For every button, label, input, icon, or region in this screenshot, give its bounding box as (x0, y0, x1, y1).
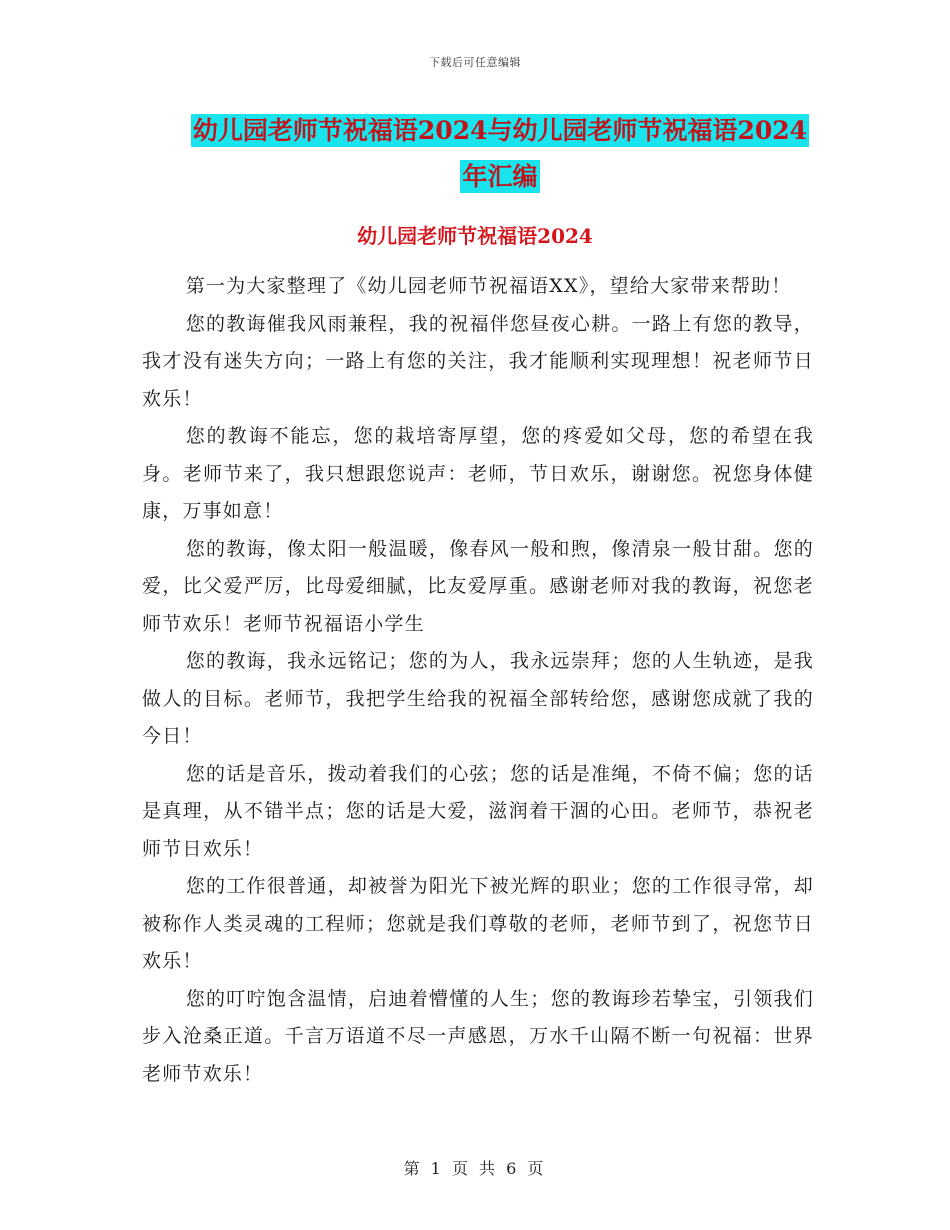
paragraph: 第一为大家整理了《幼儿园老师节祝福语XX》，望给大家带来帮助！ (185, 275, 792, 297)
document-title (140, 108, 860, 200)
section-title: 幼儿园老师节祝福语2024 (357, 224, 593, 248)
paragraph: 您的叮咛饱含温情，启迪着懵懂的人生；您的教诲珍若挚宝，引领我们步入沧桑正道。千言万语道不尽一声感恩，万水千山隔不断一句祝福：世界老师节欢乐！ (142, 987, 814, 1085)
paragraph: 您的教诲，我永远铭记；您的为人，我永远崇拜；您的人生轨迹，是我做人的目标。老师节，我把学生给我的祝福全部转给您，感谢您成就了我的今日！ (142, 650, 814, 747)
paragraph: 您的教诲催我风雨兼程，我的祝福伴您昼夜心耕。一路上有您的教导，我才没有迷失方向；一路上有您的关注，我才能顺利实现理想！祝老师节日欢乐！ (142, 312, 814, 410)
document-body (142, 268, 814, 1093)
page-number-footer: 第 1 页 共 6 页 (403, 1159, 547, 1178)
header-note: 下载后可任意编辑 (429, 56, 521, 69)
paragraph: 您的话是音乐，拨动着我们的心弦；您的话是准绳，不倚不偏；您的话是真理，从不错半点；您的话是大爱，滋润着干涸的心田。老师节，恭祝老师节日欢乐！ (142, 762, 814, 860)
paragraph: 您的教诲不能忘，您的栽培寄厚望，您的疼爱如父母，您的希望在我身。老师节来了，我只想跟您说声：老师，节日欢乐，谢谢您。祝您身体健康，万事如意！ (142, 425, 814, 522)
document-title-line-2: 年汇编 (462, 162, 538, 191)
paragraph: 您的工作很普通，却被誉为阳光下被光辉的职业；您的工作很寻常，却被称作人类灵魂的工程师；您就是我们尊敬的老师，老师节到了，祝您节日欢乐！ (142, 875, 814, 972)
paragraph: 您的教诲，像太阳一般温暖，像春风一般和煦，像清泉一般甘甜。您的爱，比父爱严厉，比母爱细腻，比友爱厚重。感谢老师对我的教诲，祝您老师节欢乐！老师节祝福语小学生 (142, 537, 814, 635)
document-title-line-1: 幼儿园老师节祝福语2024与幼儿园老师节祝福语2024 (192, 116, 808, 145)
